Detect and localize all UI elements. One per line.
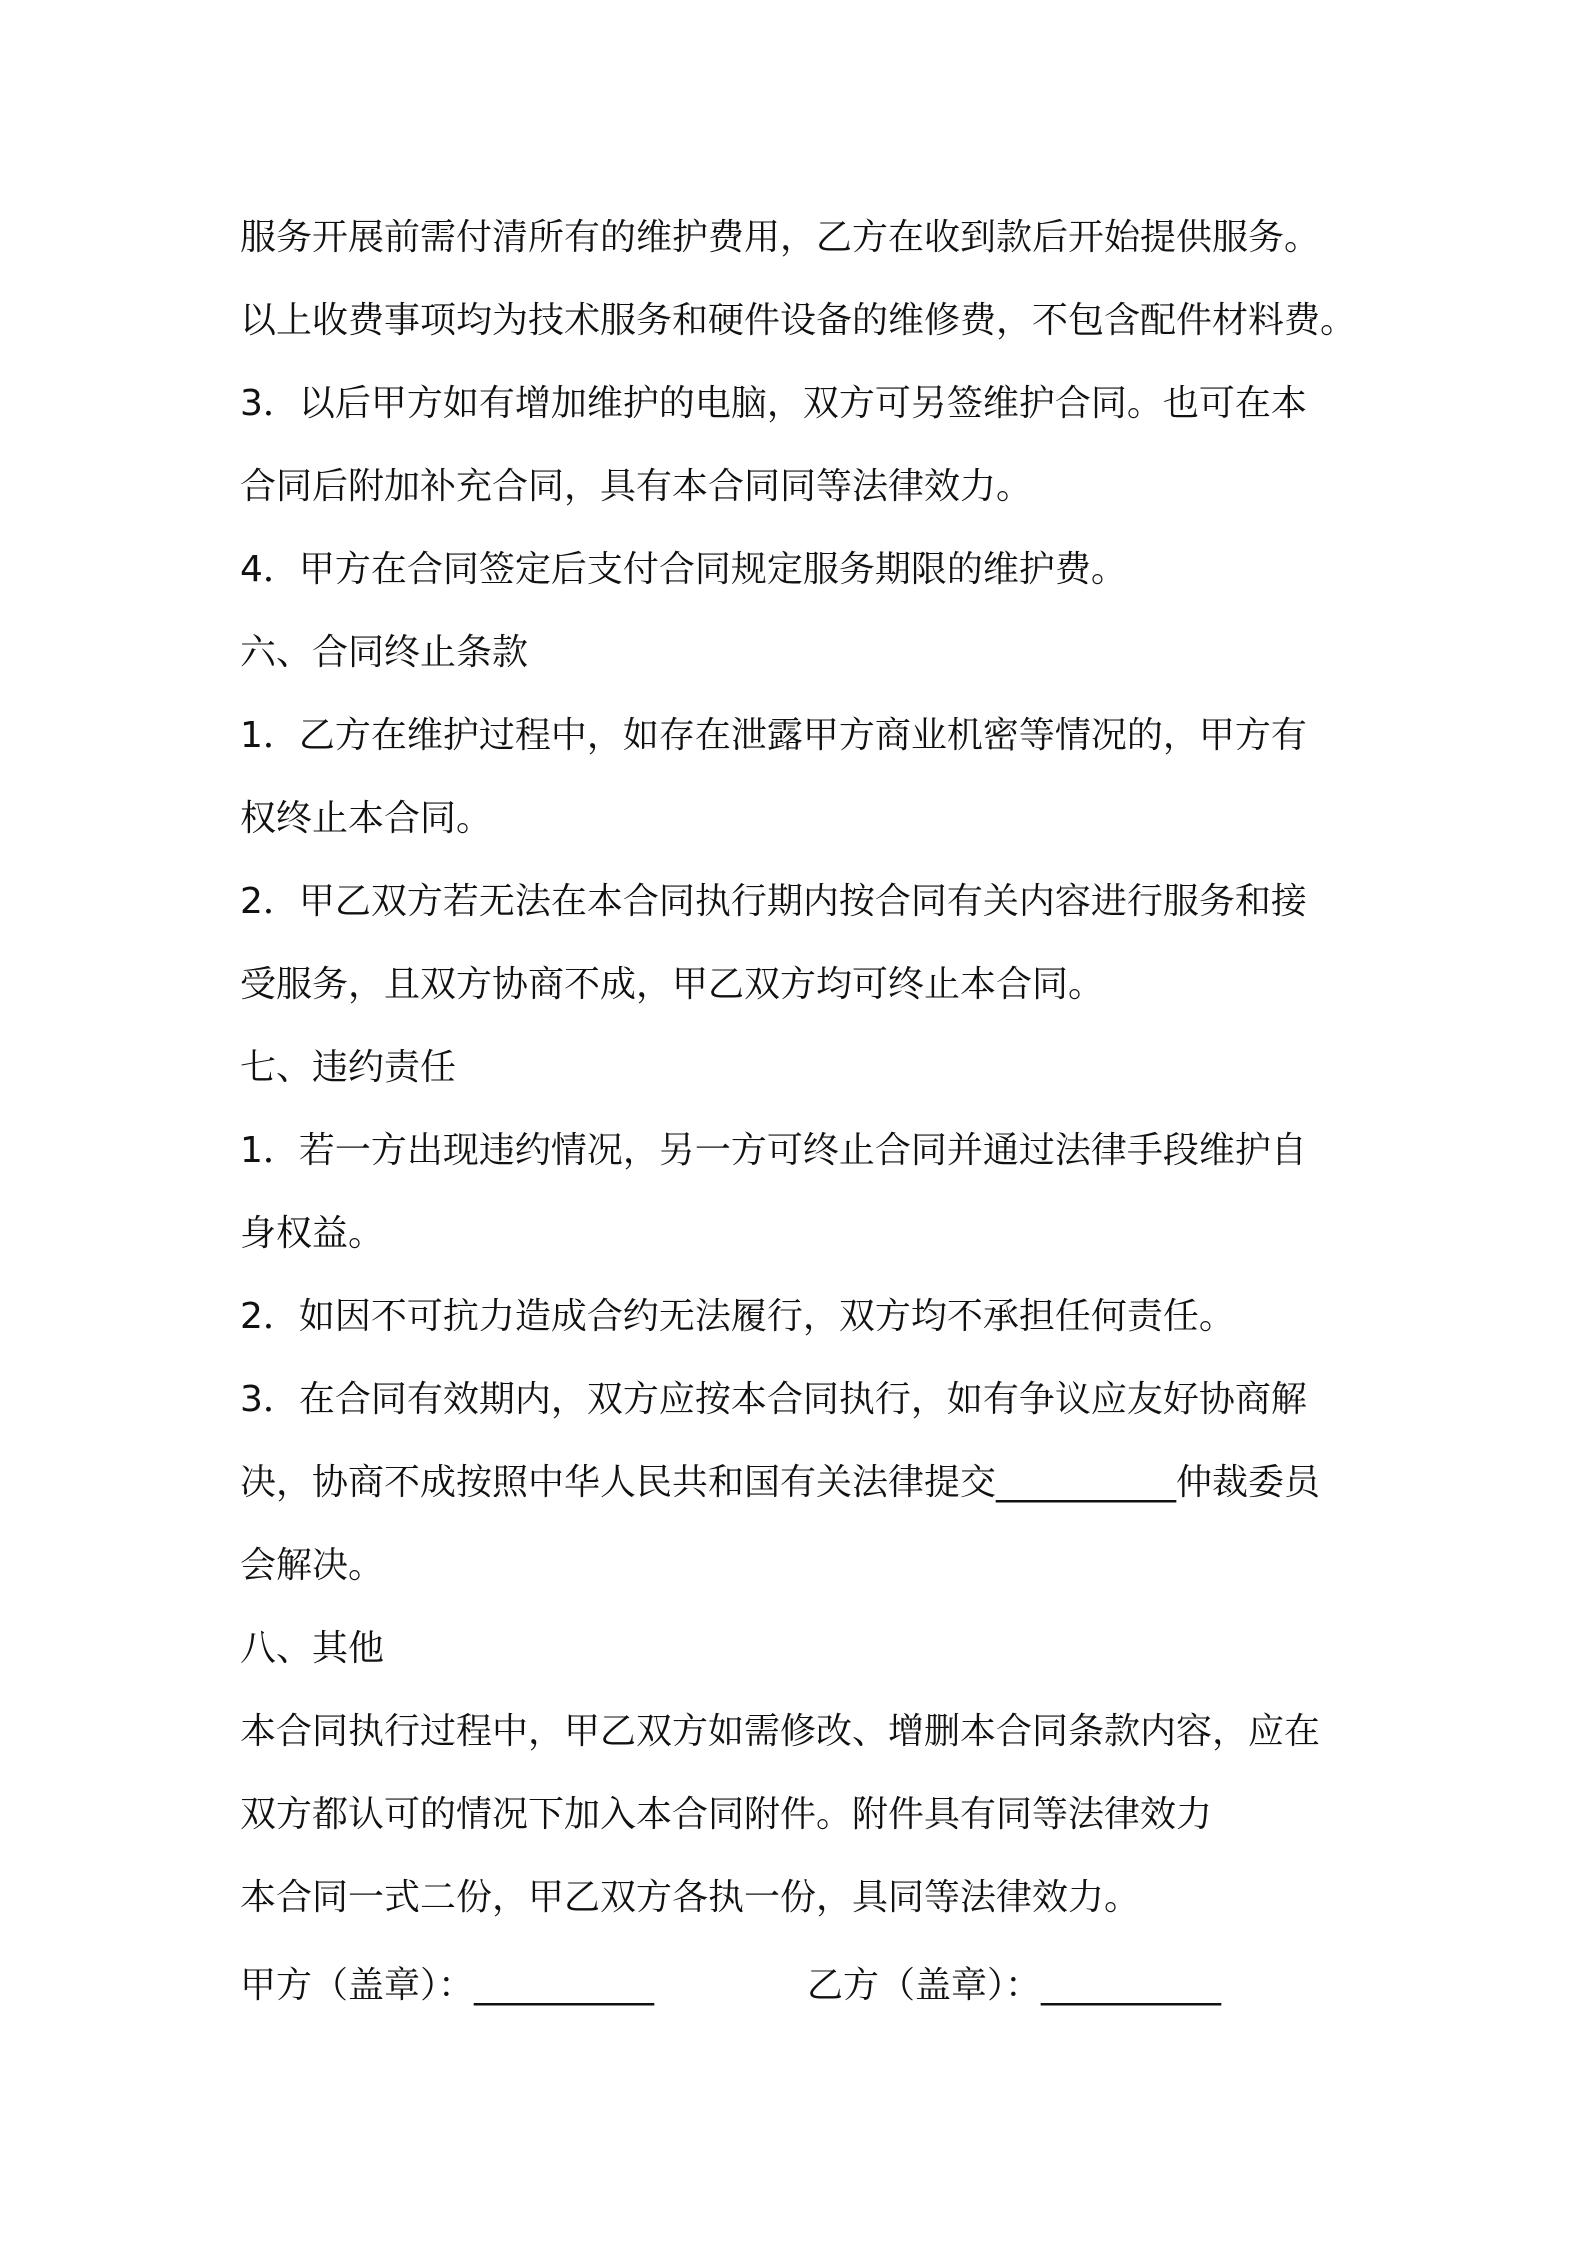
clause-line: 4．甲方在合同签定后支付合同规定服务期限的维护费。 — [240, 549, 1127, 590]
party-b-seal-field: 乙方（盖章）：__________ — [807, 1965, 1222, 2006]
paragraph-line: 以上收费事项均为技术服务和硬件设备的维修费，不包含配件材料费。 — [240, 300, 1357, 341]
signature-row — [240, 1944, 1370, 2027]
paragraph-line: 服务开展前需付清所有的维护费用，乙方在收到款后开始提供服务。 — [240, 217, 1321, 258]
clause-line: 合同后附加补充合同，具有本合同同等法律效力。 — [240, 466, 1033, 507]
clause-line: 决，协商不成按照中华人民共和国有关法律提交__________仲裁委员 — [240, 1462, 1321, 1503]
clause-line: 3．在合同有效期内，双方应按本合同执行，如有争议应友好协商解 — [240, 1379, 1307, 1420]
contract-text — [240, 196, 1370, 1939]
clause-line: 1．乙方在维护过程中，如存在泄露甲方商业机密等情况的，甲方有 — [240, 715, 1307, 756]
section-heading: 八、其他 — [240, 1628, 385, 1669]
paragraph-line: 本合同执行过程中，甲乙双方如需修改、增删本合同条款内容，应在 — [240, 1711, 1321, 1752]
party-a-seal-field: 甲方（盖章）：__________ — [240, 1965, 655, 2006]
section-heading: 六、合同终止条款 — [240, 632, 529, 673]
clause-line: 1．若一方出现违约情况，另一方可终止合同并通过法律手段维护自 — [240, 1130, 1307, 1171]
clause-line: 受服务，且双方协商不成，甲乙双方均可终止本合同。 — [240, 964, 1105, 1005]
clause-line: 会解决。 — [240, 1545, 385, 1586]
clause-line: 身权益。 — [240, 1213, 385, 1254]
clause-line: 2．如因不可抗力造成合约无法履行，双方均不承担任何责任。 — [240, 1296, 1235, 1337]
clause-line: 权终止本合同。 — [240, 798, 493, 839]
clause-line: 3．以后甲方如有增加维护的电脑，双方可另签维护合同。也可在本 — [240, 383, 1307, 424]
clause-line: 2．甲乙双方若无法在本合同执行期内按合同有关内容进行服务和接 — [240, 881, 1307, 922]
paragraph-line: 双方都认可的情况下加入本合同附件。附件具有同等法律效力 — [240, 1794, 1213, 1835]
paragraph-line: 本合同一式二份，甲乙双方各执一份，具同等法律效力。 — [240, 1877, 1141, 1918]
section-heading: 七、违约责任 — [240, 1047, 457, 1088]
